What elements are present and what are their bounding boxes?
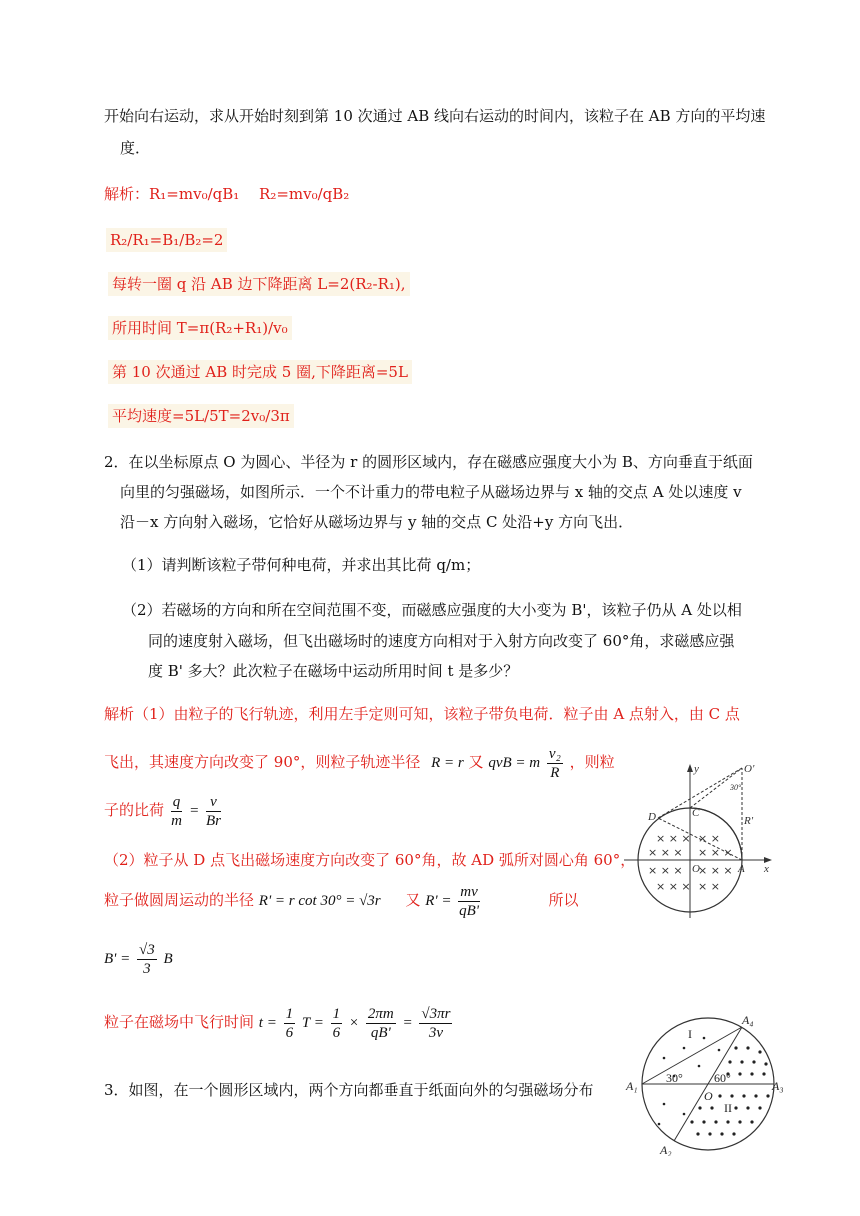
label-a2: A₂ bbox=[660, 1143, 672, 1156]
label-a: A bbox=[738, 863, 745, 875]
equation-r-prime-left: R' = bbox=[425, 893, 452, 909]
label-angle-60: 60° bbox=[714, 1071, 731, 1085]
fraction-numerator: v bbox=[206, 793, 221, 812]
solution2-line-5-mid: 又 bbox=[405, 891, 421, 909]
solution2-line-5 bbox=[104, 880, 579, 920]
fraction-v-over-br bbox=[206, 793, 221, 830]
solution2-line-3: 子的比荷 $\frac{q}{m}$ = $\frac{v}{Br}$ bbox=[104, 793, 221, 829]
label-a1: A₁ bbox=[626, 1079, 638, 1093]
label-d: D bbox=[648, 811, 656, 823]
equation-b-prime-left: B' = bbox=[104, 951, 131, 967]
problem2-line-1: 2．在以坐标原点 O 为圆心、半径为 r 的圆形区域内，存在磁感应强度大小为 B、方向垂直于纸面 bbox=[104, 453, 753, 471]
svg-text:× ×: × × bbox=[698, 880, 720, 893]
solution2-line-7-text: 粒子在磁场中飞行时间 bbox=[104, 1013, 255, 1031]
label-o: O bbox=[704, 1089, 713, 1103]
fraction-q-over-m bbox=[171, 793, 183, 830]
fraction-sqrt3pir-over-3v bbox=[419, 1005, 452, 1042]
label-a4: A₄ bbox=[742, 1013, 754, 1027]
problem2-line-2: 向里的匀强磁场，如图所示．一个不计重力的带电粒子从磁场边界与 x 轴的交点 A 处以速度 v bbox=[120, 483, 742, 501]
svg-text:× × ×: × × × bbox=[656, 880, 691, 893]
svg-text:× ×: × × bbox=[698, 832, 720, 845]
label-a3: A₃ bbox=[772, 1079, 784, 1093]
label-c: C bbox=[692, 807, 700, 819]
svg-text:× × ×: × × × bbox=[648, 846, 683, 859]
fraction-2pim-over-qb bbox=[366, 1005, 396, 1042]
fraction-denominator: qB' bbox=[370, 1024, 391, 1041]
fraction-denominator: Br bbox=[205, 812, 221, 829]
problem3-line-1: 3．如图，在一个圆形区域内，两个方向都垂直于纸面向外的匀强磁场分布 bbox=[104, 1081, 594, 1099]
label-y: y bbox=[694, 763, 699, 775]
equation-b-prime-right: B bbox=[163, 951, 173, 967]
label-region-i: I bbox=[688, 1027, 692, 1041]
equation-r-prime-cot: R' = r cot 30° = √3r bbox=[258, 893, 381, 909]
solution2-line-5-text: 粒子做圆周运动的半径 bbox=[104, 891, 255, 909]
solution2-line-7 bbox=[104, 1000, 454, 1044]
intro-line-1: 开始向右运动，求从开始时刻到第 10 次通过 AB 线向右运动的时间内，该粒子在 AB 方向的平均速 bbox=[104, 107, 766, 125]
solution2-line-1: 解析（1）由粒子的飞行轨迹，利用左手定则可知，该粒子带负电荷．粒子由 A 点射入，由 C 点 bbox=[104, 705, 740, 723]
intro-line-2: 度． bbox=[120, 139, 151, 157]
times-sign: × bbox=[348, 1015, 360, 1031]
fraction-numerator: v₂ bbox=[548, 745, 561, 762]
fraction-numerator: q bbox=[172, 793, 181, 810]
svg-text:× × ×: × × × bbox=[656, 832, 691, 845]
fraction-one-sixth-b bbox=[331, 1005, 343, 1042]
fraction-one-sixth-a bbox=[284, 1005, 296, 1042]
solution2-line-4: （2）粒子从 D 点飞出磁场速度方向改变了 60°角，故 AD 弧所对圆心角 60°， bbox=[104, 851, 636, 869]
fraction-sqrt3-over-3 bbox=[137, 941, 157, 978]
fraction-denominator: 3 bbox=[143, 960, 151, 977]
problem2-part-2-line-1: （2）若磁场的方向和所在空间范围不变，而磁感应强度的大小变为 B'，该粒子仍从 A 处以相 bbox=[122, 601, 742, 619]
equals-sign: = bbox=[402, 1015, 413, 1031]
solution2-line-2 bbox=[104, 742, 615, 782]
equation-r-equals-r: R = r bbox=[431, 755, 464, 771]
problem2-part-2-line-3: 度 B' 多大？此次粒子在磁场中运动所用时间 t 是多少？ bbox=[148, 662, 519, 680]
solution1-line-3: 每转一圈 q 沿 AB 边下降距离 L=2(R₂-R₁), bbox=[108, 272, 410, 296]
solution2-line-3-text: 子的比荷 bbox=[104, 801, 165, 819]
fraction-denominator: 6 bbox=[332, 1024, 341, 1041]
fraction-denominator: 6 bbox=[285, 1024, 294, 1041]
problem2-part-1: （1）请判断该粒子带何种电荷，并求出其比荷 q/m； bbox=[122, 556, 481, 574]
solution1-line-6: 平均速度=5L/5T=2v₀/3π bbox=[108, 404, 294, 428]
fraction-numerator: √3 bbox=[139, 941, 155, 958]
fraction-numerator: 2πm bbox=[367, 1005, 394, 1022]
svg-text:× × ×: × × × bbox=[648, 864, 683, 877]
svg-text:× × ×: × × × bbox=[698, 846, 733, 859]
solution2-line-2-tail: ，则粒 bbox=[569, 753, 615, 771]
solution1-line-4: 所用时间 T=π(R₂+R₁)/v₀ bbox=[108, 316, 292, 340]
label-angle-30: 30° bbox=[666, 1071, 683, 1085]
fraction-numerator: mv bbox=[460, 883, 478, 900]
problem2-line-3: 沿－x 方向射入磁场，它恰好从磁场边界与 y 轴的交点 C 处沿+y 方向飞出． bbox=[120, 513, 634, 531]
equation-t-period: T = bbox=[301, 1015, 324, 1031]
label-o-prime: O' bbox=[744, 763, 755, 775]
fraction-numerator: 1 bbox=[285, 1005, 294, 1022]
equation-t-equals: t = bbox=[258, 1015, 277, 1031]
label-o: O bbox=[692, 863, 700, 875]
fraction-v2-over-r bbox=[547, 745, 563, 782]
figure-magnetic-field-trajectory bbox=[618, 760, 778, 920]
fraction-denominator: m bbox=[171, 812, 182, 829]
label-r-prime: R' bbox=[744, 815, 754, 827]
solution1-line-1: 解析：R₁=mv₀/qB₁ R₂=mv₀/qB₂ bbox=[104, 185, 350, 203]
solution1-line-5: 第 10 次通过 AB 时完成 5 圈,下降距离=5L bbox=[108, 360, 412, 384]
fraction-denominator: qB' bbox=[459, 902, 479, 919]
solution2-line-2-mid: 又 bbox=[468, 753, 484, 771]
equation-qvb-left: qvB = m bbox=[488, 755, 541, 771]
label-angle-30: 30° bbox=[730, 783, 742, 792]
figure-two-region-field bbox=[624, 1008, 786, 1156]
fraction-numerator: 1 bbox=[332, 1005, 341, 1022]
svg-text:× × ×: × × × bbox=[698, 864, 733, 877]
fraction-mv-over-qb bbox=[458, 883, 480, 920]
fraction-denominator: R bbox=[550, 764, 560, 781]
problem2-part-2-line-2: 同的速度射入磁场，但飞出磁场时的速度方向相对于入射方向改变了 60°角，求磁感应强 bbox=[148, 632, 735, 650]
solution2-line-5-tail: 所以 bbox=[548, 891, 579, 909]
label-x: x bbox=[764, 863, 769, 875]
solution2-line-2-text: 飞出，其速度方向改变了 90°，则粒子轨迹半径 bbox=[104, 753, 421, 771]
fraction-denominator: 3v bbox=[428, 1024, 443, 1041]
fraction-numerator: √3πr bbox=[421, 1005, 451, 1022]
solution2-line-6 bbox=[104, 936, 173, 980]
label-region-ii: II bbox=[724, 1101, 732, 1115]
solution1-line-2: R₂/R₁=B₁/B₂=2 bbox=[106, 228, 227, 252]
